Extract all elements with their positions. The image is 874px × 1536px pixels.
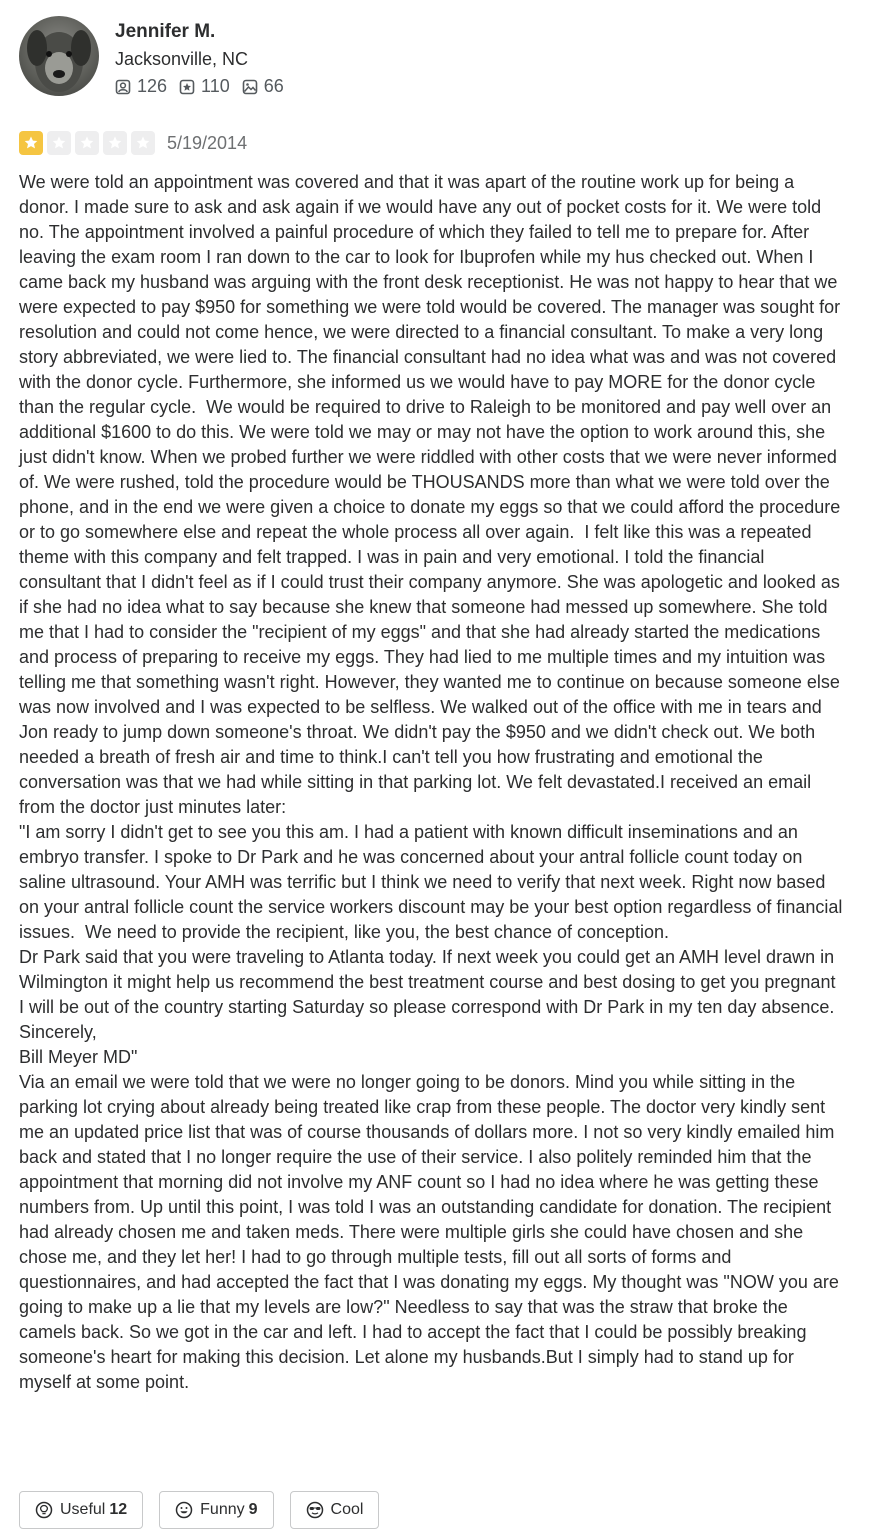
lightbulb-icon [35, 1501, 53, 1519]
rating-star-icon [75, 131, 99, 155]
cool-button[interactable] [290, 1491, 380, 1529]
friends-icon [115, 79, 131, 95]
photo-icon [242, 79, 258, 95]
friends-count: 126 [137, 76, 168, 96]
rating-star-icon [103, 131, 127, 155]
photos-count: 66 [263, 76, 284, 96]
useful-label: Useful [60, 1501, 106, 1518]
reviews-stat [179, 76, 230, 97]
review-actions [19, 1491, 395, 1529]
user-avatar[interactable] [19, 16, 99, 96]
smile-icon [175, 1501, 193, 1519]
review-star-icon [179, 79, 195, 95]
review-date: 5/19/2014 [167, 132, 248, 153]
user-location: Jacksonville, NC [115, 49, 249, 69]
user-info [115, 16, 296, 97]
star-rating [19, 131, 159, 155]
funny-count: 9 [248, 1501, 258, 1518]
user-stats [115, 76, 296, 97]
rating-star-icon [47, 131, 71, 155]
rating-row [19, 130, 849, 156]
dog-photo-icon [19, 16, 99, 96]
sunglasses-icon [306, 1501, 324, 1519]
useful-button[interactable] [19, 1491, 143, 1529]
rating-star-icon [19, 131, 43, 155]
funny-label: Funny [200, 1501, 245, 1518]
review-card [19, 16, 849, 1518]
review-header [19, 16, 849, 100]
cool-label: Cool [330, 1501, 364, 1518]
reviews-count: 110 [201, 76, 230, 96]
photos-stat [242, 76, 284, 97]
rating-star-icon [131, 131, 155, 155]
user-name[interactable]: Jennifer M. [115, 21, 216, 42]
review-text: We were told an appointment was covered and that it was apart of the routine work up for being a donor. I made sure to ask and ask again if we would have any out of pocket costs for it. We were told no. The appointment involved a painful procedure of which they failed to tell me to prepare for. After leaving the exam room I ran down to the car to look for Ibuprofen while my hus checked out. When I came back my husband was arguing with the front desk receptionist. He was not happy to hear that we were expected to pay $950 for something we were told would be covered. The manager was sought for resolution and could not come hence, we were directed to a financial consultant. To make a very long story abbreviated, we were lied to. The financial consultant had no idea what was and was not covered with the donor cycle. Furthermore, she informed us we would have to pay MORE for the donor cycle than the regular cycle. We would be required to drive to Raleigh to be monitored and pay well over an additional $1600 to do this. We were told we may or may not have the option to work around this, she just didn't know. When we probed further we were riddled with other costs that we were never informed of. We were rushed, told the procedure would be THOUSANDS more than what we were told over the phone, and in the end we were given a choice to donate my eggs so that we could afford the procedure or to go somewhere else and repeat the whole process all over again. I felt like this was a repeated theme with this company and felt trapped. I was in pain and very emotional. I told the financial consultant that I didn't feel as if I could trust their company anymore. She was apologetic and looked as if she had no idea what to say because she knew that someone had messed up somewhere. She told me that I had to consider the "recipient of my eggs" and that she had already started the medications and process of preparing to receive my eggs. They had lied to me multiple times and my intuition was telling me that something wasn't right. However, they wanted me to continue on because someone else was now involved and I was expected to be selfless. We walked out of the office with me in tears and Jon ready to jump down someone's throat. We didn't pay the $950 and we didn't check out. We both needed a breath of fresh air and time to think.I can't tell you how frustrating and emotional the conversation was that we had while sitting in that parking lot. We felt devastated.I received an email from the doctor just minutes later: "I am sorry I didn't get to see you this am. I had a patient with known difficult inseminations and an embryo transfer. I spoke to Dr Park and he was concerned about your antral follicle count today on saline ultrasound. Your AMH was terrific but I think we need to verify that next week. Right now based on your antral follicle count the service workers discount may be your best option regardless of financial issues. We need to provide the recipient, like you, the best chance of conception. Dr Park said that you were traveling to Atlanta today. If next week you could get an AMH level drawn in Wilmington it might help us recommend the best treatment course and best dosing to get you pregnant I will be out of the country starting Saturday so please correspond with Dr Park in my ten day absence. Sincerely, Bill Meyer MD" Via an email we were told that we were no longer going to be donors. Mind you while sitting in the parking lot crying about already being treated like crap from these people. The doctor very kindly sent me an updated price list that was of course thousands of dollars more. I not so very kindly emailed him back and stated that I no longer require the use of their service. I also politely reminded him that the appointment that morning did not involve my ANF count so I had no idea where he was getting these numbers from. Up until this point, I was told I was an outstanding candidate for donation. The recipient had already chosen me and taken meds. There were multiple girls she could have chosen and she chose me, and they let her! I had to go through multiple tests, fill out all sorts of forms and questionnaires, and had accepted the fact that I was donating my eggs. My thought was "NOW you are going to make up a lie that my levels are low?" Needless to say that was the straw that broke the camels back. So we got in the car and left. I had to accept the fact that I could be possibly breaking someone's heart for making this decision. Let alone my husbands.But I simply had to stand up for myself at some point. [19, 172, 843, 1392]
friends-stat [115, 76, 167, 97]
funny-button[interactable] [159, 1491, 273, 1529]
useful-count: 12 [109, 1501, 128, 1518]
